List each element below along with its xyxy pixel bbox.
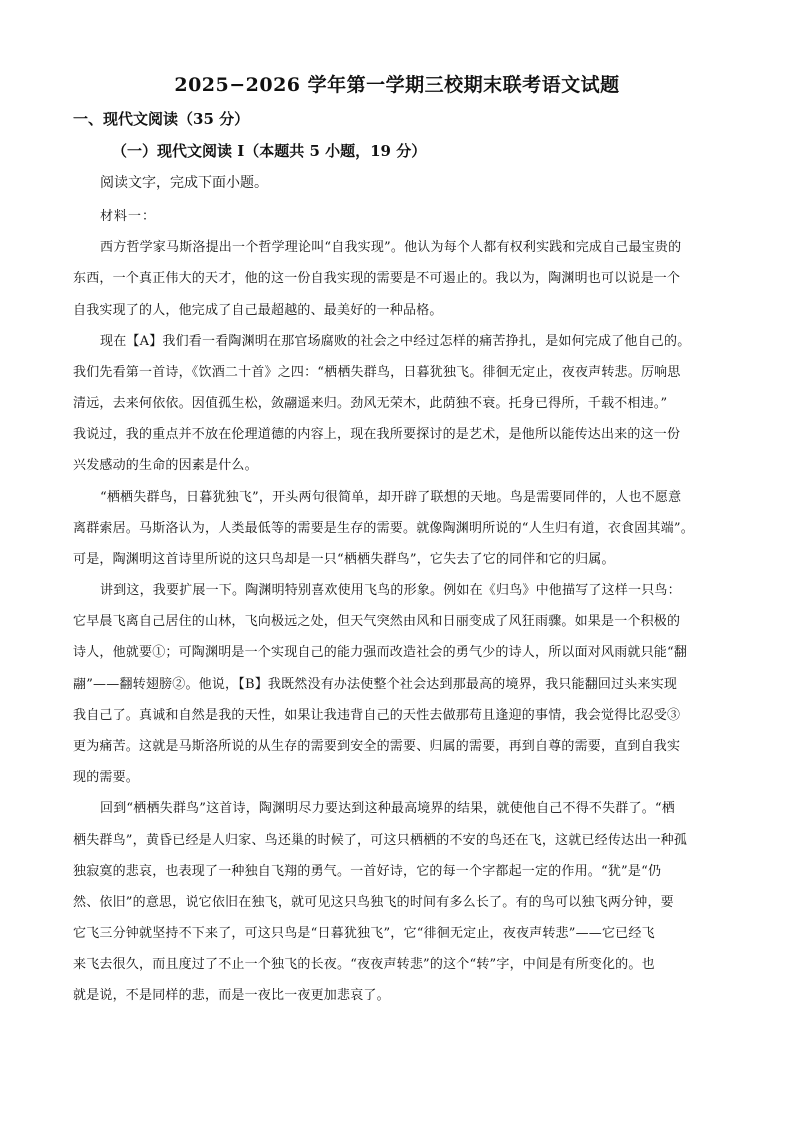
passage-line: 讲到这，我要扩展一下。陶渊明特别喜欢使用飞鸟的形象。例如在《归鸟》中他描写了这样一只鸟： — [100, 583, 681, 598]
passage-line: 我自己了。真诚和自然是我的天性，如果让我违背自己的天性去做那苟且逢迎的事情，我会觉得比忍受③ — [73, 708, 681, 723]
passage-line: 现的需要。 — [73, 770, 140, 785]
passage-line: 现在【A】我们看一看陶渊明在那官场腐败的社会之中经过怎样的痛苦挣扎，是如何完成了他自己的。 — [100, 334, 691, 349]
passage-line: 它飞三分钟就坚持不下来了，可这只鸟是“日暮犹独飞”，它“徘徊无定止，夜夜声转悲”——它已经飞 — [73, 926, 655, 941]
passage-line: 我们先看第一首诗，《饮酒二十首》之四：“栖栖失群鸟，日暮犹独飞。徘徊无定止，夜夜声转悲。厉响思 — [73, 365, 681, 380]
passage-line: 就是说，不是同样的悲，而是一夜比一夜更加悲哀了。 — [73, 988, 390, 1003]
passage-line: 诗人，他就要①；可陶渊明是一个实现自己的能力强而改造社会的勇气少的诗人，所以面对风雨就只能“翻 — [73, 645, 688, 660]
passage-line: 它早晨飞离自己居住的山林，飞向极远之处，但天气突然由风和日丽变成了风狂雨骤。如果是一个积极的 — [73, 614, 681, 629]
reading-instruction: 阅读文字，完成下面小题。 — [100, 175, 268, 191]
passage-line: 回到“栖栖失群鸟”这首诗，陶渊明尽力要达到这种最高境界的结果，就使他自己不得不失群了。“栖 — [100, 801, 675, 816]
passage-line: 翮”——翻转翅膀②。他说，【B】我既然没有办法使整个社会达到那最高的境界，我只能翻回过头来实现 — [73, 677, 678, 692]
passage-line: 离群索居。马斯洛认为，人类最低等的需要是生存的需要。就像陶渊明所说的“人生归有道，衣食固其端”。 — [73, 521, 694, 536]
passage-line: 独寂寞的悲哀，也表现了一种独自飞翔的勇气。一首好诗，它的每一个字都起一定的作用。“犹”是“仍 — [73, 864, 662, 879]
passage-line: 然、依旧”的意思，说它依旧在独飞，就可见这只鸟独飞的时间有多么长了。有的鸟可以独飞两分钟，要 — [73, 895, 674, 910]
exam-title: 2025−2026 学年第一学期三校期末联考语文试题 — [174, 74, 620, 96]
passage-line: 栖失群鸟”，黄昏已经是人归家、鸟还巢的时候了，可这只栖栖的不安的鸟还在飞，这就已经传达出一种孤 — [73, 833, 688, 848]
passage-line: 东西，一个真正伟大的天才，他的这一份自我实现的需要是不可遏止的。我以为，陶渊明也可以说是一个 — [73, 271, 681, 286]
passage-line: 来飞去很久，而且度过了不止一个独飞的长夜。“夜夜声转悲”的这个“转”字，中间是有所变化的。也 — [73, 957, 655, 972]
passage-line: 我说过，我的重点并不放在伦理道德的内容上，现在我所要探讨的是艺术，是他所以能传达出来的这一份 — [73, 427, 681, 442]
passage-line: 更为痛苦。这就是马斯洛所说的从生存的需要到安全的需要、归属的需要，再到自尊的需要，直到自我实 — [73, 739, 681, 754]
subsection-heading-reading-1: （一）现代文阅读 I（本题共 5 小题，19 分） — [112, 142, 427, 160]
passage-line: 兴发感动的生命的因素是什么。 — [73, 458, 258, 473]
passage-line: 清远，去来何依依。因值孤生松，敛翮遥来归。劲风无荣木，此荫独不衰。托身已得所，千载不相违。” — [73, 396, 668, 411]
section-heading-reading: 一、现代文阅读（35 分） — [73, 110, 250, 128]
material-label: 材料一： — [100, 209, 157, 224]
passage-line: 可是，陶渊明这首诗里所说的这只鸟却是一只“栖栖失群鸟”，它失去了它的同伴和它的归属。 — [73, 552, 615, 567]
passage-line: 自我实现了的人，他完成了自己最超越的、最美好的一种品格。 — [73, 303, 443, 318]
passage-line: 西方哲学家马斯洛提出一个哲学理论叫“自我实现”。他认为每个人都有权利实践和完成自己最宝贵的 — [100, 240, 682, 255]
passage-line: “栖栖失群鸟，日暮犹独飞”，开头两句很简单，却开辟了联想的天地。鸟是需要同伴的，人也不愿意 — [100, 490, 682, 505]
